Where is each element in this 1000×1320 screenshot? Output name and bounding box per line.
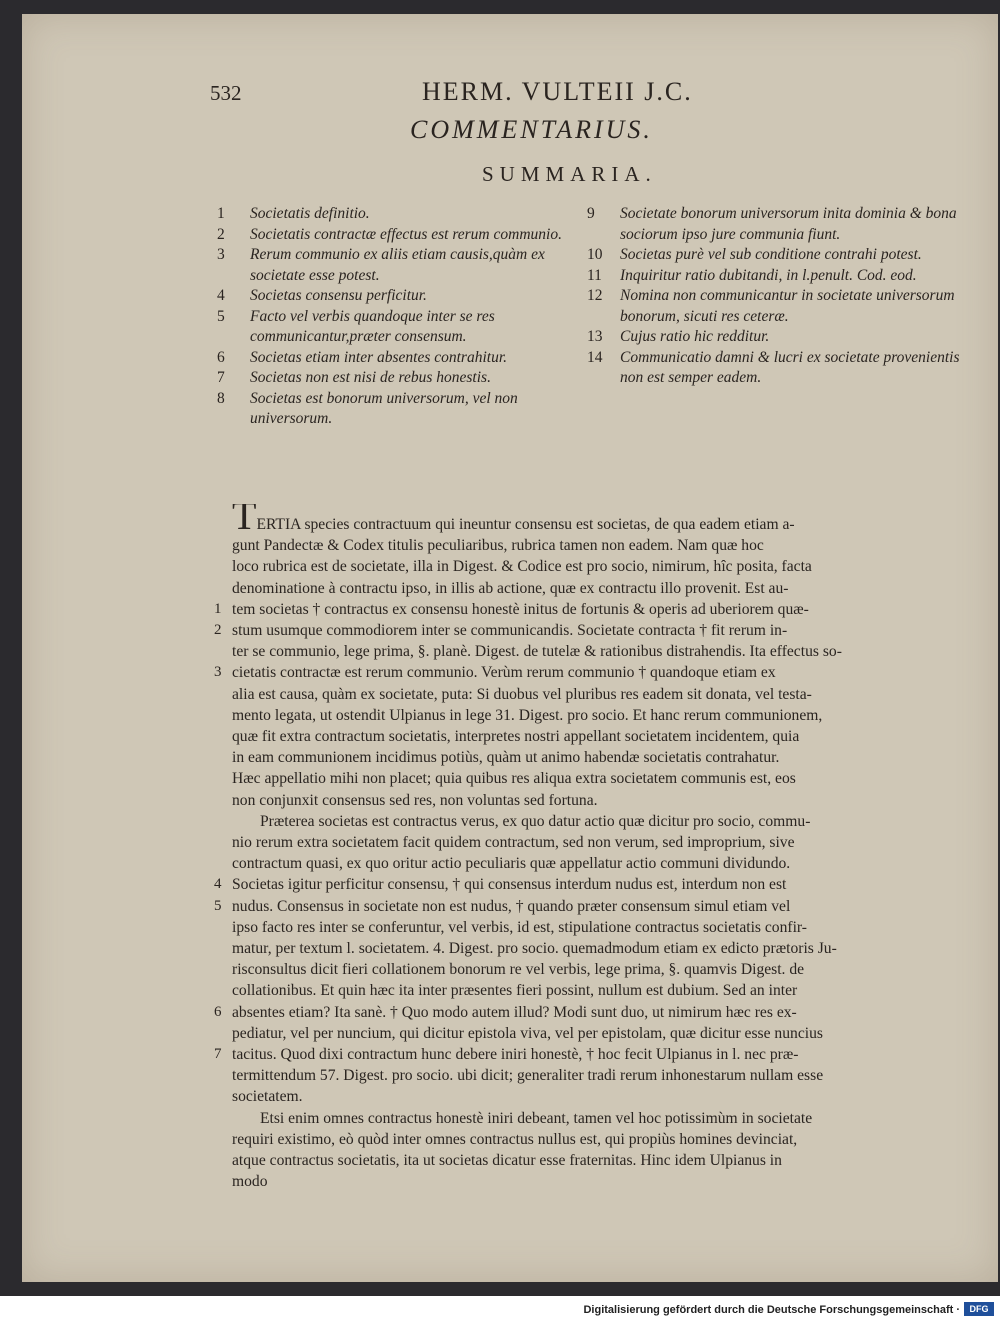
margin-number xyxy=(214,938,232,959)
margin-number xyxy=(214,1086,232,1107)
margin-number xyxy=(214,980,232,1001)
line-text: risconsultus dicit fieri collationem bonorum re vel verbis, lege prima, §. quamvis Digest. de xyxy=(232,961,805,979)
margin-number xyxy=(214,1108,232,1129)
margin-number xyxy=(214,768,232,789)
summary-item xyxy=(217,245,577,286)
margin-number xyxy=(214,790,232,811)
body-line xyxy=(214,662,954,683)
line-text: matur, per textum l. societatem. 4. Digest. pro socio. quemadmodum etiam ex edicto prætoris Ju- xyxy=(232,940,837,958)
summary-number: 10 xyxy=(587,246,603,263)
summary-number: 12 xyxy=(587,287,603,304)
line-text: Hæc appellatio mihi non placet; quia quibus res aliqua extra societatem communis est, eos xyxy=(232,770,796,788)
line-text: non conjunxit consensus sed res, non voluntas sed fortuna. xyxy=(232,791,598,809)
line-text: absentes etiam? Ita sanè. † Quo modo autem illud? Modi sunt duo, ut nimirum hæc res ex- xyxy=(232,1003,797,1021)
summary-item xyxy=(217,307,577,348)
book-page xyxy=(22,14,998,1282)
line-text xyxy=(232,504,954,535)
summary-text: Societas est bonorum universorum, vel non universorum. xyxy=(250,389,518,427)
summary-number: 5 xyxy=(217,307,225,325)
margin-number xyxy=(214,1171,232,1192)
body-line xyxy=(214,790,954,811)
summary-number: 4 xyxy=(217,287,225,304)
body-line xyxy=(214,705,954,726)
summary-text: Societas non est nisi de rebus honestis. xyxy=(250,369,491,386)
footer-credit: Digitalisierung gefördert durch die Deutsche Forschungsgemeinschaft · xyxy=(583,1304,960,1316)
body-line xyxy=(214,747,954,768)
margin-number xyxy=(214,684,232,705)
margin-number xyxy=(214,641,232,662)
margin-number xyxy=(214,747,232,768)
summary-number: 1 xyxy=(217,205,225,222)
summary-number: 8 xyxy=(217,389,225,407)
summary-text: Rerum communio ex aliis etiam causis,quàm ex societate esse potest. xyxy=(250,246,545,284)
summary-text: Inquiritur ratio dubitandi, in l.penult. Cod. eod. xyxy=(620,266,917,284)
body-line xyxy=(214,896,954,917)
summary-text: Societatis definitio. xyxy=(250,205,370,222)
summary-text: Societate bonorum universorum inita dominia & bona sociorum ipso jure communia fiunt. xyxy=(620,205,957,243)
margin-number xyxy=(214,959,232,980)
summary-item xyxy=(217,368,577,389)
summary-number: 2 xyxy=(217,225,225,243)
summary-item xyxy=(217,225,577,246)
body-line xyxy=(214,620,954,641)
body-line xyxy=(214,726,954,747)
page-number: 532 xyxy=(210,81,242,105)
margin-number xyxy=(214,1023,232,1044)
margin-number: 5 xyxy=(214,897,222,914)
summaria-right-column xyxy=(587,204,962,389)
summary-item xyxy=(217,286,577,307)
line-text: denominatione à contractu ipso, in illis ab actione, quæ ex contractu illo provenit. Est au- xyxy=(232,579,789,597)
summary-number: 9 xyxy=(587,205,595,222)
line-text: termittendum 57. Digest. pro socio. ubi dicit; generaliter tradi rerum inhonestarum nullam esse xyxy=(232,1067,824,1085)
summary-item xyxy=(217,348,577,369)
body-line xyxy=(214,504,954,535)
body-line xyxy=(214,811,954,832)
body-line xyxy=(214,641,954,662)
margin-number xyxy=(214,1129,232,1150)
margin-number xyxy=(214,1065,232,1086)
line-text: collationibus. Et quin hæc ita inter præsentes fieri possint, nullum est dubium. Sed an inter xyxy=(232,982,798,1000)
line-text: modo xyxy=(232,1173,268,1191)
line-text: Præterea societas est contractus verus, ex quo datur actio quæ dicitur pro socio, commu- xyxy=(260,812,811,830)
body-line xyxy=(214,1023,954,1044)
summary-number: 7 xyxy=(217,369,225,386)
margin-number: 7 xyxy=(214,1046,222,1063)
body-line xyxy=(214,917,954,938)
summary-text: Cujus ratio hic redditur. xyxy=(620,328,770,345)
summaria-left-column xyxy=(217,204,577,430)
body-line xyxy=(214,1065,954,1086)
margin-number: 2 xyxy=(214,622,222,639)
margin-number: 3 xyxy=(214,664,222,681)
dfg-logo: DFG xyxy=(964,1302,994,1316)
summary-text: Facto vel verbis quandoque inter se res communicantur,præter consensum. xyxy=(250,307,495,345)
line-text: Societas igitur perficitur consensu, † qui consensus interdum nudus est, interdum non est xyxy=(232,876,787,894)
line-text: in eam communionem incidimus potiùs, quàm ut animo habendæ societatis contrahatur. xyxy=(232,749,780,767)
body-line xyxy=(214,684,954,705)
body-line xyxy=(214,1150,954,1171)
summary-item xyxy=(587,245,962,266)
body-line xyxy=(214,578,954,599)
line-text: pediatur, vel per nuncium, qui dicitur epistola viva, vel per epistolam, quæ dicitur esse nuncius xyxy=(232,1024,823,1042)
summary-item xyxy=(587,204,962,245)
line-text: tem societas † contractus ex consensu honestè initus de fortunis & operis ad uberiorem quæ- xyxy=(232,600,809,618)
summary-item xyxy=(217,204,577,225)
drop-cap: T xyxy=(232,504,257,536)
margin-number xyxy=(214,504,232,535)
margin-number xyxy=(214,1150,232,1171)
margin-number xyxy=(214,535,232,556)
running-title: HERM. VULTEII J.C. xyxy=(422,77,693,106)
body-line xyxy=(214,535,954,556)
summary-text: Societatis contractæ effectus est rerum communio. xyxy=(250,225,562,243)
summary-item xyxy=(587,327,962,348)
body-line xyxy=(214,832,954,853)
line-text: nio rerum extra societatem facit quidem contractum, sed non verum, sed improprium, sive xyxy=(232,834,795,852)
line-text: atque contractus societatis, ita ut societas dicatur esse fraternitas. Hinc idem Ulpianus in xyxy=(232,1152,782,1170)
summary-number: 14 xyxy=(587,348,603,366)
margin-number xyxy=(214,726,232,747)
line-text-rest: ERTIA species contractuum qui ineuntur consensu est societas, de qua eadem etiam a- xyxy=(256,516,795,533)
summary-text: Societas etiam inter absentes contrahitur. xyxy=(250,348,508,366)
summary-item xyxy=(587,286,962,327)
summary-number: 11 xyxy=(587,266,602,284)
body-text xyxy=(214,504,954,1193)
line-text: nudus. Consensus in societate non est nudus, † quando præter consensum simul etiam vel xyxy=(232,897,791,915)
margin-number: 6 xyxy=(214,1003,222,1020)
body-line xyxy=(214,1002,954,1023)
line-text: societatem. xyxy=(232,1088,303,1106)
body-line xyxy=(214,1129,954,1150)
summary-item xyxy=(587,348,962,389)
page-subtitle: COMMENTARIUS. xyxy=(410,115,653,144)
summary-text: Societas purè vel sub conditione contrahi potest. xyxy=(620,246,922,263)
summary-number: 3 xyxy=(217,246,225,263)
margin-number xyxy=(214,917,232,938)
body-line xyxy=(214,1171,954,1192)
summary-number: 6 xyxy=(217,348,225,366)
body-line xyxy=(214,874,954,895)
summary-item xyxy=(217,389,577,430)
line-text: stum usumque commodiorem inter se communicandis. Societate contracta † fit rerum in- xyxy=(232,622,788,640)
line-text: Etsi enim omnes contractus honestè iniri debeant, tamen vel hoc potissimùm in societate xyxy=(260,1109,813,1127)
margin-number xyxy=(214,556,232,577)
line-text: mento legata, ut ostendit Ulpianus in lege 31. Digest. pro socio. Et hanc rerum communionem, xyxy=(232,706,823,724)
margin-number xyxy=(214,832,232,853)
line-text: requiri existimo, eò quòd inter omnes contractus nullus est, qui propiùs homines devinciat, xyxy=(232,1130,798,1148)
margin-number: 1 xyxy=(214,600,222,617)
summaria-heading: SUMMARIA. xyxy=(482,162,657,186)
line-text: tacitus. Quod dixi contractum hunc debere iniri honestè, † hoc fecit Ulpianus in l. nec præ- xyxy=(232,1046,799,1064)
line-text: quæ fit extra contractum societatis, interpretes nostri appellant societatem incidentem, quia xyxy=(232,728,800,746)
margin-number xyxy=(214,705,232,726)
margin-number xyxy=(214,578,232,599)
body-line xyxy=(214,959,954,980)
line-text: alia est causa, quàm ex societate, puta: Si duobus vel pluribus res eadem sit donata, vel testa- xyxy=(232,685,812,703)
line-text: gunt Pandectæ & Codex titulis peculiaribus, rubrica tamen non eadem. Nam quæ hoc xyxy=(232,537,764,555)
margin-number: 4 xyxy=(214,876,222,893)
summary-text: Communicatio damni & lucri ex societate provenientis non est semper eadem. xyxy=(620,348,960,386)
line-text: ter se communio, lege prima, §. planè. Digest. de tutelæ & rationibus distrahendis. Ita effectus so- xyxy=(232,643,842,661)
summary-text: Nomina non communicantur in societate universorum bonorum, sicuti res ceteræ. xyxy=(620,287,955,325)
body-line xyxy=(214,599,954,620)
line-text: cietatis contractæ est rerum communio. Verùm rerum communio † quandoque etiam ex xyxy=(232,664,776,682)
body-line xyxy=(214,980,954,1001)
summary-text: Societas consensu perficitur. xyxy=(250,287,427,304)
margin-number xyxy=(214,853,232,874)
body-line xyxy=(214,768,954,789)
summary-item xyxy=(587,266,962,287)
body-line xyxy=(214,938,954,959)
body-line xyxy=(214,1044,954,1065)
body-line xyxy=(214,853,954,874)
margin-number xyxy=(214,811,232,832)
body-line xyxy=(214,556,954,577)
body-line xyxy=(214,1108,954,1129)
line-text: ipso facto res inter se conferuntur, vel verbis, id est, stipulatione contractus societatis confir- xyxy=(232,918,807,936)
line-text: contractum quasi, ex quo oritur actio peculiaris quæ appellatur actio communi dividundo. xyxy=(232,855,791,873)
summary-number: 13 xyxy=(587,328,603,345)
line-text: loco rubrica est de societate, illa in Digest. & Codice est pro socio, nimirum, hîc posita, facta xyxy=(232,558,812,576)
body-line xyxy=(214,1086,954,1107)
